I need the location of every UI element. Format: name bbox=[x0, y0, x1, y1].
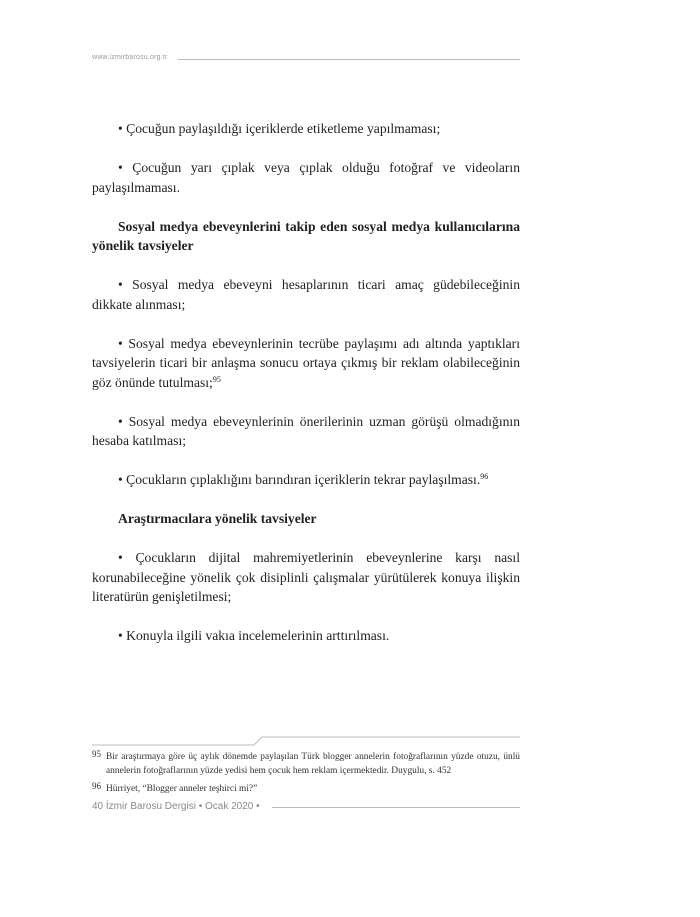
footnotes bbox=[92, 751, 520, 797]
bullet-paragraph bbox=[92, 470, 520, 490]
page-header bbox=[92, 54, 520, 66]
page-footer bbox=[92, 801, 520, 815]
footnote-number: 95 bbox=[92, 749, 101, 759]
footnote bbox=[92, 751, 520, 778]
bullet-paragraph: • Çocukların dijital mahremiyetlerinin ebeveynlerine karşı nasıl korunabileceğine yönelik çok disiplinli çalışmalar yürütülerek konuya ilişkin literatürün genişletilmesi; bbox=[92, 550, 520, 604]
footnote bbox=[92, 783, 520, 797]
section-heading: Sosyal medya ebeveynlerini takip eden sosyal medya kullanıcılarına yönelik tavsiyeler bbox=[92, 218, 520, 253]
bullet-paragraph: • Konuyla ilgili vakıa incelemelerinin arttırılması. bbox=[118, 628, 390, 643]
paragraph-text: • Sosyal medya ebeveynlerinin tecrübe paylaşımı adı altında yaptıkları tavsiyelerin ticari bir anlaşma sonucu ortaya çıkmış bir reklam olabileceğinin göz önünde tutulması; bbox=[92, 335, 520, 390]
bullet-paragraph: • Çocuğun paylaşıldığı içeriklerde etiketleme yapılmaması; bbox=[118, 121, 441, 136]
bullet-paragraph bbox=[92, 334, 520, 393]
footer-text: 40 İzmir Barosu Dergisi • Ocak 2020 • bbox=[92, 801, 260, 812]
paragraph-text: • Çocukların çıplaklığını barındıran içeriklerin tekrar paylaşılması. bbox=[118, 472, 481, 487]
footnote-text: Bir araştırmaya göre üç aylık dönemde paylaşılan Türk blogger annelerin fotoğraflarının yüzde otuzu, ünlü annelerin fotoğraflarının yüzde yedisi hem çocuk hem reklam içermektedir. Duygulu, s. 452 bbox=[106, 752, 520, 776]
footnote-text: Hürriyet, “Blogger anneler teşhirci mi?” bbox=[106, 784, 258, 794]
footer-rule bbox=[272, 807, 520, 808]
footnote-separator bbox=[92, 735, 520, 747]
footnote-number: 96 bbox=[92, 781, 101, 791]
footnote-ref: 96 bbox=[480, 472, 489, 481]
bullet-paragraph: • Sosyal medya ebeveyni hesaplarının ticari amaç güdebileceğinin dikkate alınması; bbox=[92, 277, 520, 312]
bullet-paragraph: • Çocuğun yarı çıplak veya çıplak olduğu fotoğraf ve videoların paylaşılmaması. bbox=[92, 160, 520, 195]
header-rule bbox=[178, 59, 520, 60]
main-content bbox=[92, 119, 520, 646]
header-url: www.izmirbarosu.org.tr bbox=[92, 54, 168, 61]
section-heading: Araştırmacılara yönelik tavsiyeler bbox=[118, 511, 317, 526]
footnote-ref: 95 bbox=[212, 374, 221, 384]
bullet-paragraph: • Sosyal medya ebeveynlerinin önerilerinin uzman görüşü olmadığının hesaba katılması; bbox=[92, 413, 520, 448]
